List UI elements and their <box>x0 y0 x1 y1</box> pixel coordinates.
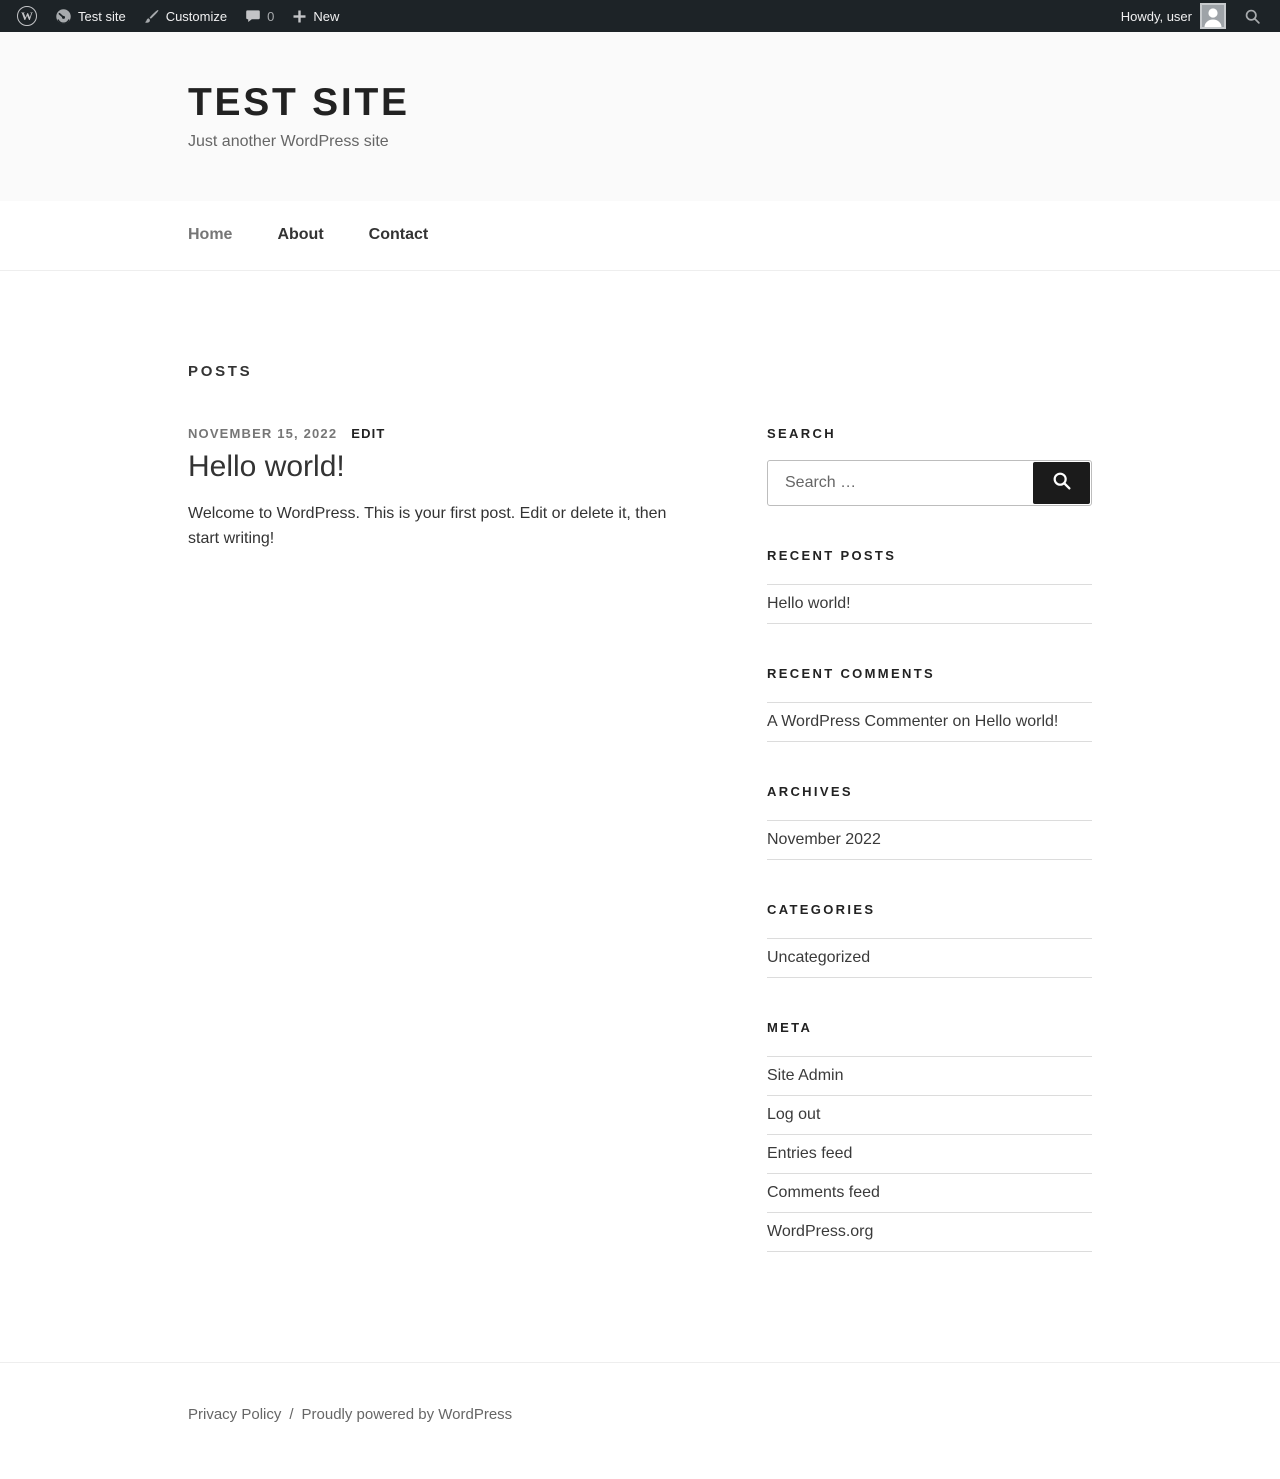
sidebar <box>767 426 1092 1252</box>
wordpress-org-link[interactable]: WordPress.org <box>767 1222 874 1240</box>
new-content-menu[interactable] <box>283 0 348 32</box>
site-tagline: Just another WordPress site <box>188 132 389 150</box>
search-form <box>767 460 1092 506</box>
footer-separator: / <box>289 1405 294 1423</box>
admin-search-toggle[interactable] <box>1235 0 1270 32</box>
site-footer <box>0 1362 1280 1479</box>
site-header <box>0 32 1280 201</box>
search-widget <box>767 426 1092 506</box>
category-link[interactable]: Uncategorized <box>767 948 871 966</box>
nav-item-about[interactable]: About <box>277 225 324 243</box>
list-item <box>767 1213 1092 1252</box>
recent-comment-link[interactable]: A WordPress Commenter on Hello world! <box>767 712 1059 730</box>
archive-link[interactable]: November 2022 <box>767 830 881 848</box>
customize-label: Customize <box>165 8 228 24</box>
main-navigation <box>0 201 1280 271</box>
post-body: Welcome to WordPress. This is your first post. Edit or delete it, then start writing! <box>188 505 667 548</box>
my-account-menu[interactable] <box>1112 0 1235 32</box>
list-item <box>767 1057 1092 1096</box>
list-item <box>767 1096 1092 1135</box>
recent-post-link[interactable]: Hello world! <box>767 594 851 612</box>
search-submit-button[interactable] <box>1033 462 1090 504</box>
admin-bar <box>0 0 1280 32</box>
customize-menu[interactable] <box>135 0 236 32</box>
search-icon <box>1244 8 1261 25</box>
list-item <box>767 1135 1092 1174</box>
meta-heading: META <box>767 1019 813 1035</box>
log-out-link[interactable]: Log out <box>767 1105 821 1123</box>
post-title-link[interactable]: Hello world! <box>188 449 345 483</box>
nav-item-home[interactable]: Home <box>188 225 233 243</box>
comments-menu[interactable] <box>236 0 283 32</box>
recent-posts-heading: RECENT POSTS <box>767 547 897 563</box>
search-widget-heading: SEARCH <box>767 425 836 441</box>
new-label: New <box>313 8 340 24</box>
list-item <box>767 1174 1092 1213</box>
admin-bar-right <box>1112 0 1270 32</box>
avatar <box>1200 3 1226 29</box>
dashboard-gauge-icon <box>55 8 72 25</box>
comments-count: 0 <box>267 8 275 24</box>
plus-icon <box>292 9 307 24</box>
site-title[interactable]: TEST SITE <box>188 81 410 124</box>
site-name-label: Test site <box>78 8 126 24</box>
privacy-policy-link[interactable]: Privacy Policy <box>188 1405 282 1423</box>
comments-bubble-icon <box>245 8 261 24</box>
recent-posts-widget <box>767 548 1092 624</box>
list-item <box>767 703 1092 742</box>
nav-item-contact[interactable]: Contact <box>368 225 429 243</box>
recent-comments-widget <box>767 666 1092 742</box>
meta-widget <box>767 1020 1092 1252</box>
wordpress-logo-icon: W <box>17 6 37 26</box>
posts-main-column <box>188 363 688 552</box>
page-title: POSTS <box>188 362 253 380</box>
post-date-link[interactable]: NOVEMBER 15, 2022 <box>188 425 338 441</box>
powered-by-link[interactable]: Proudly powered by WordPress <box>301 1405 513 1423</box>
recent-comments-heading: RECENT COMMENTS <box>767 665 935 681</box>
post-article <box>188 426 688 552</box>
entries-feed-link[interactable]: Entries feed <box>767 1144 853 1162</box>
post-edit-link[interactable]: EDIT <box>351 425 386 441</box>
categories-heading: CATEGORIES <box>767 901 876 917</box>
categories-widget <box>767 902 1092 978</box>
archives-heading: ARCHIVES <box>767 783 853 799</box>
list-item <box>767 821 1092 860</box>
customize-brush-icon <box>144 8 160 24</box>
comments-feed-link[interactable]: Comments feed <box>767 1183 880 1201</box>
site-name-menu[interactable] <box>46 0 135 32</box>
howdy-label: Howdy, user <box>1120 8 1192 24</box>
archives-widget <box>767 784 1092 860</box>
list-item <box>767 939 1092 978</box>
admin-bar-left <box>8 0 348 32</box>
search-icon <box>1051 470 1073 495</box>
wp-logo-menu[interactable] <box>8 0 46 32</box>
list-item <box>767 585 1092 624</box>
site-admin-link[interactable]: Site Admin <box>767 1066 844 1084</box>
